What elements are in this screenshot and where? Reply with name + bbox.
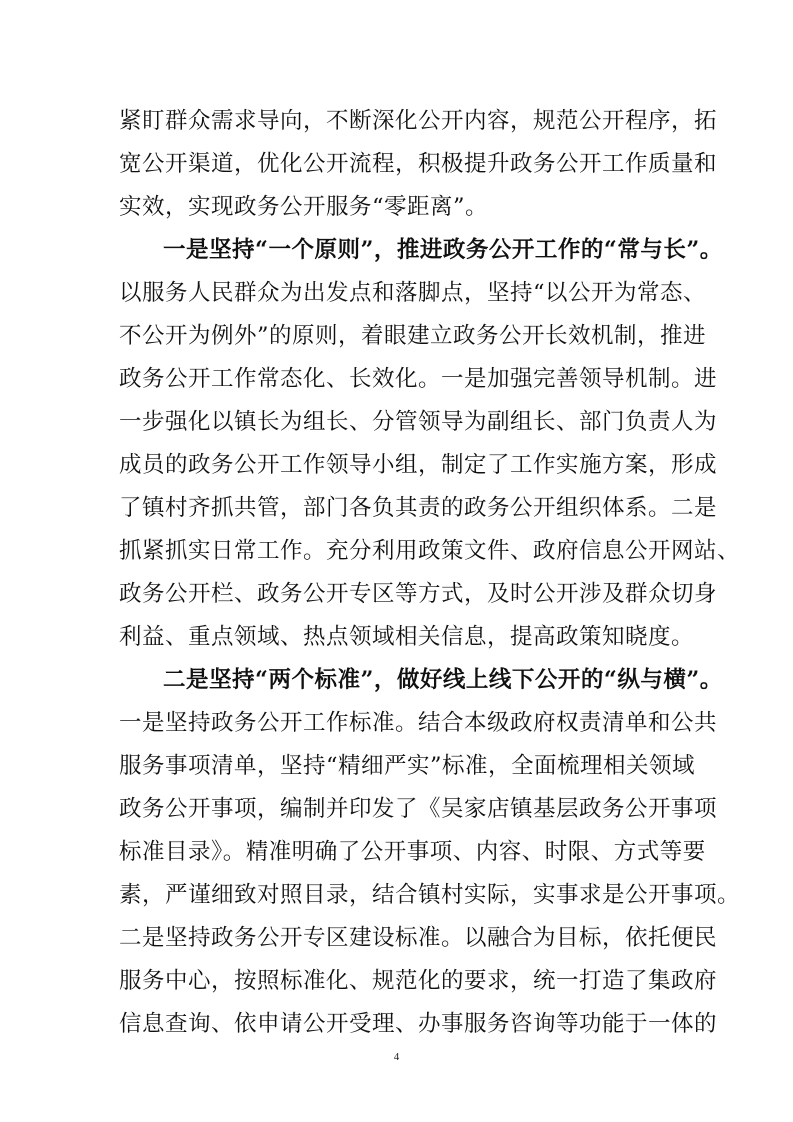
text-line: 二是坚持政务公开专区建设标准。以融合为目标，依托便民	[119, 925, 718, 951]
text-line: 以服务人民群众为出发点和落脚点，坚持“以公开为常态、	[119, 280, 707, 306]
text-line: 紧盯群众需求导向，不断深化公开内容，规范公开程序，拓	[119, 108, 718, 134]
text-line: 一是坚持政务公开工作标准。结合本级政府权责清单和公共	[119, 710, 718, 736]
text-line: 政务公开工作常态化、长效化。一是加强完善领导机制。进	[119, 366, 718, 392]
page-number: 4	[393, 1051, 400, 1063]
text-line: 一步强化以镇长为组长、分管领导为副组长、部门负责人为	[119, 409, 718, 435]
text-line: 政务公开事项，编制并印发了《吴家店镇基层政务公开事项	[119, 796, 718, 822]
text-line: 利益、重点领域、热点领域相关信息，提高政策知晓度。	[119, 624, 695, 650]
text-line: 素，严谨细致对照目录，结合镇村实际，实事求是公开事项。	[119, 882, 741, 908]
text-line: 服务中心，按照标准化、规范化的要求，统一打造了集政府	[119, 968, 718, 994]
text-line: 实效，实现政务公开服务“零距离”。	[119, 194, 489, 220]
text-line: 政务公开栏、政务公开专区等方式，及时公开涉及群众切身	[119, 581, 718, 607]
section-heading-1: 一是坚持“一个原则”，推进政务公开工作的“常与长”。	[163, 237, 723, 263]
text-line: 服务事项清单，坚持“精细严实”标准，全面梳理相关领域	[119, 753, 696, 779]
text-line: 抓紧抓实日常工作。充分利用政策文件、政府信息公开网站、	[119, 538, 741, 564]
text-line: 宽公开渠道，优化公开流程，积极提升政务公开工作质量和	[119, 151, 718, 177]
text-line: 了镇村齐抓共管，部门各负其责的政务公开组织体系。二是	[119, 495, 718, 521]
text-line: 不公开为例外”的原则，着眼建立政务公开长效机制，推进	[119, 323, 707, 349]
text-line: 成员的政务公开工作领导小组，制定了工作实施方案，形成	[119, 452, 718, 478]
text-line: 信息查询、依申请公开受理、办事服务咨询等功能于一体的	[119, 1011, 718, 1037]
section-heading-2: 二是坚持“两个标准”，做好线上线下公开的“纵与横”。	[163, 667, 723, 693]
text-line: 标准目录》。精准明确了公开事项、内容、时限、方式等要	[119, 839, 706, 865]
